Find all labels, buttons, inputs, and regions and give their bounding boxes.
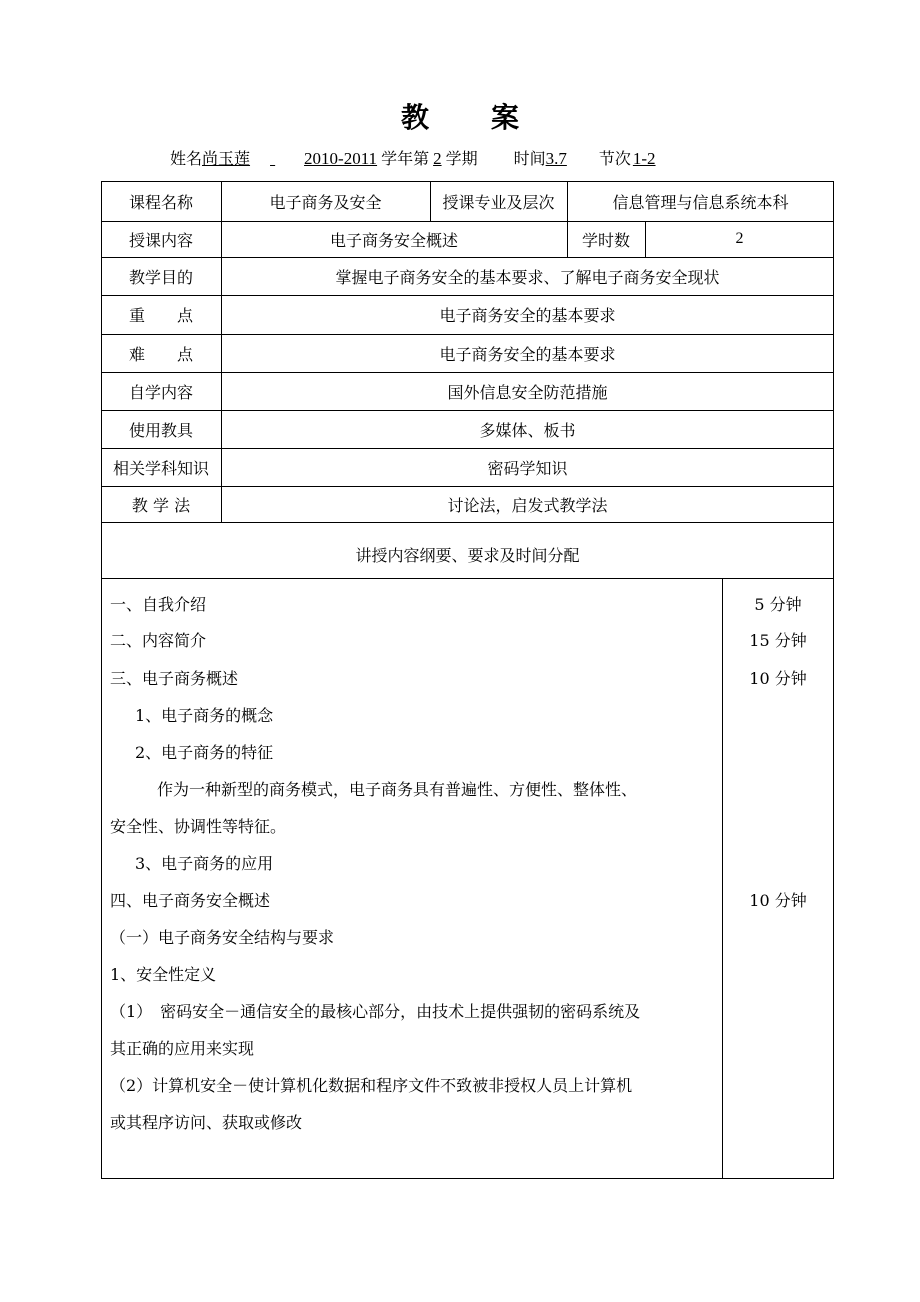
outline-line: 四、电子商务安全概述	[110, 891, 271, 910]
hours-value: 2	[735, 230, 744, 247]
time-label: 时间	[513, 149, 546, 168]
time-allocation: 15 分钟	[749, 631, 807, 650]
course-value: 电子商务及安全	[269, 192, 382, 212]
goal-value: 掌握电子商务安全的基本要求、了解电子商务安全现状	[335, 267, 720, 287]
tools-value: 多媒体、板书	[479, 420, 576, 440]
major-value: 信息管理与信息系统本科	[612, 192, 789, 212]
time-value: 3.7	[545, 149, 567, 168]
outline-line: 安全性、协调性等特征。	[110, 817, 287, 836]
related-label: 相关学科知识	[112, 458, 209, 478]
page-title	[0, 96, 920, 136]
key-point-value: 电子商务安全的基本要求	[439, 306, 616, 325]
outline-line: （一）电子商务安全结构与要求	[110, 928, 335, 947]
outline-line: 1、安全性定义	[110, 965, 217, 984]
title-char-1: 教	[400, 101, 429, 134]
year-label: 学年第	[381, 149, 430, 168]
content-label: 授课内容	[128, 230, 193, 250]
outline-line: 1、电子商务的概念	[135, 706, 274, 725]
period-value: 1-2	[632, 149, 656, 168]
outline-line: 3、电子商务的应用	[135, 854, 274, 873]
name-label: 姓名	[170, 149, 203, 168]
tools-label: 使用教具	[128, 420, 193, 440]
outline-line: 二、内容简介	[110, 631, 207, 650]
title-char-2: 案	[491, 101, 520, 134]
outline-line: （1） 密码安全－通信安全的最核心部分，由技术上提供强韧的密码系统及	[110, 1002, 641, 1021]
header-meta	[170, 146, 656, 169]
self-study-value: 国外信息安全防范措施	[447, 382, 608, 402]
time-allocation: 10 分钟	[749, 891, 807, 910]
outline-line: 2、电子商务的特征	[135, 743, 274, 762]
major-label: 授课专业及层次	[442, 192, 555, 212]
self-study-label: 自学内容	[128, 382, 193, 402]
time-allocation: 10 分钟	[749, 669, 807, 688]
outline-line: 其正确的应用来实现	[110, 1039, 255, 1058]
name-value: 尚玉莲	[202, 149, 251, 168]
outline-line: 或其程序访问、获取或修改	[110, 1113, 303, 1132]
method-label: 教 学 法	[131, 495, 191, 515]
outline-line: （2）计算机安全－使计算机化数据和程序文件不致被非授权人员上计算机	[110, 1076, 633, 1095]
year-value: 2010-2011	[304, 149, 378, 168]
goal-label: 教学目的	[128, 267, 193, 287]
outline-line: 三、电子商务概述	[110, 669, 239, 688]
related-value: 密码学知识	[487, 458, 568, 478]
period-label: 节次	[598, 149, 631, 168]
hours-label: 学时数	[581, 230, 630, 250]
difficulty-value: 电子商务安全的基本要求	[439, 344, 616, 364]
time-allocation: 5 分钟	[754, 595, 802, 614]
term-value: 2	[433, 149, 442, 168]
outline-line: 作为一种新型的商务模式，电子商务具有普遍性、方便性、整体性、	[157, 780, 638, 799]
content-value: 电子商务安全概述	[329, 230, 458, 250]
key-point-label: 重 点	[128, 306, 193, 325]
method-value: 讨论法，启发式教学法	[447, 495, 608, 515]
outline-line: 一、自我介绍	[110, 595, 207, 614]
difficulty-label: 难 点	[128, 344, 193, 364]
course-label: 课程名称	[128, 192, 193, 212]
term-label: 学期	[445, 149, 478, 168]
outline-header: 讲授内容纲要、要求及时间分配	[355, 545, 580, 565]
